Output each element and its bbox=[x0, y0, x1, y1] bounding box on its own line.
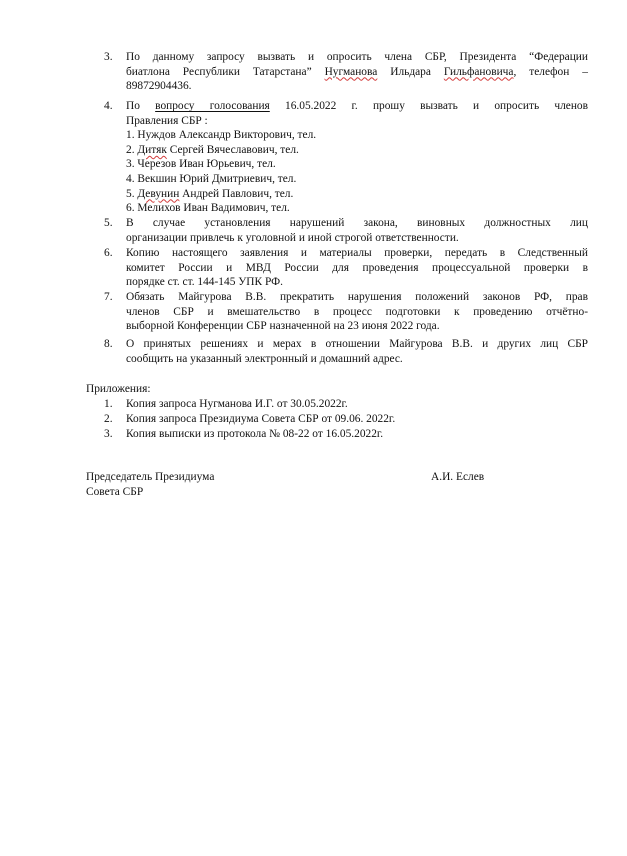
list-item-number: 3. bbox=[104, 51, 113, 63]
text-segment: членов СБР и вмешательство в процесс подготовки к проведению отчётно- bbox=[126, 305, 588, 318]
text-line bbox=[126, 305, 588, 320]
list-item-text bbox=[126, 50, 588, 94]
text-segment: Сергей Вячеславович, тел. bbox=[166, 143, 299, 156]
text-line bbox=[126, 352, 588, 367]
text-segment: 2. bbox=[126, 143, 138, 156]
list-item-number: 6. bbox=[104, 247, 113, 259]
text-line bbox=[126, 216, 588, 231]
text-segment: биатлона Республики Татарстана” bbox=[126, 65, 325, 78]
signature-role bbox=[86, 470, 214, 499]
spellcheck-word: Девунин bbox=[137, 187, 180, 200]
text-segment: По данному запросу вызвать и опросить члена СБР, Президента “Федерации bbox=[126, 51, 588, 63]
spellcheck-word: Гильфановича bbox=[443, 65, 514, 78]
text-segment: 89872904436. bbox=[126, 80, 192, 93]
list-item-text bbox=[126, 246, 588, 290]
text-segment: 3. Черезов Иван Юрьевич, тел. bbox=[126, 158, 276, 171]
text-segment: В случае установления нарушений закона, виновных должностных лиц bbox=[126, 217, 588, 229]
text-segment: сообщить на указанный электронный и домашний адрес. bbox=[126, 352, 403, 365]
attachment-text: Копия запроса Президиума Совета СБР от 09.06. 2022г. bbox=[126, 413, 396, 425]
text-line bbox=[126, 201, 588, 216]
list-item-number: 4. bbox=[104, 100, 113, 112]
signature-role-line-2: Совета СБР bbox=[86, 485, 144, 498]
list-item-number: 7. bbox=[104, 291, 113, 303]
spellcheck-word: Нугманова bbox=[324, 65, 378, 78]
underlined-text: вопросу голосования bbox=[155, 100, 270, 112]
text-line bbox=[126, 157, 588, 172]
text-segment: , телефон – bbox=[513, 65, 588, 78]
text-segment: О принятых решениях и мерах в отношении Майгурова В.В. и других лиц СБР bbox=[126, 338, 588, 350]
text-line bbox=[126, 114, 588, 129]
text-segment: 4. Векшин Юрий Дмитриевич, тел. bbox=[126, 172, 297, 185]
text-segment: 5. bbox=[126, 187, 138, 200]
text-line bbox=[126, 187, 588, 202]
signature-name: А.И. Еслев bbox=[431, 471, 485, 483]
text-line bbox=[126, 99, 588, 114]
attachment-text: Копия запроса Нугманова И.Г. от 30.05.2022г. bbox=[126, 398, 348, 410]
text-line bbox=[126, 231, 588, 246]
attachment-text: Копия выписки из протокола № 08-22 от 16.05.2022г. bbox=[126, 428, 384, 440]
text-line bbox=[126, 246, 588, 261]
text-segment: Ильдара bbox=[377, 65, 444, 78]
list-item-number: 5. bbox=[104, 217, 113, 229]
text-segment: организации привлечь к уголовной и иной строгой ответственности. bbox=[126, 231, 459, 244]
text-line bbox=[126, 79, 588, 94]
list-item-text bbox=[126, 337, 588, 366]
attachments-title: Приложения: bbox=[86, 383, 151, 395]
text-segment: Обязать Майгурова В.В. прекратить нарушения положений законов РФ, прав bbox=[126, 291, 588, 303]
text-line bbox=[126, 261, 588, 276]
text-line bbox=[126, 65, 588, 80]
spellcheck-word: Дитяк bbox=[137, 143, 167, 156]
text-segment: По bbox=[126, 100, 156, 112]
list-item-text bbox=[126, 290, 588, 334]
text-segment: порядке ст. ст. 144-145 УПК РФ. bbox=[126, 276, 283, 289]
text-line bbox=[126, 337, 588, 352]
text-line bbox=[126, 275, 588, 290]
text-segment: 6. Мелихов Иван Вадимович, тел. bbox=[126, 202, 290, 215]
text-line bbox=[126, 143, 588, 158]
text-line bbox=[126, 290, 588, 305]
attachment-number: 3. bbox=[104, 428, 113, 440]
text-line bbox=[126, 319, 588, 334]
attachment-number: 1. bbox=[104, 398, 113, 410]
text-segment: комитет России и МВД России для проведения процессуальной проверки в bbox=[126, 261, 588, 274]
text-segment: Андрей Павлович, тел. bbox=[179, 187, 294, 200]
text-line bbox=[126, 172, 588, 187]
list-item-number: 8. bbox=[104, 338, 113, 350]
text-segment: 1. Нуждов Александр Викторович, тел. bbox=[126, 129, 317, 142]
text-segment: Копию настоящего заявления и материалы проверки, передать в Следственный bbox=[126, 247, 588, 259]
list-item-text bbox=[126, 99, 588, 216]
text-segment: 16.05.2022 г. прошу вызвать и опросить членов bbox=[269, 100, 588, 112]
text-segment: Правления СБР : bbox=[126, 114, 208, 127]
text-line bbox=[126, 50, 588, 65]
list-item-text bbox=[126, 216, 588, 245]
text-line bbox=[126, 128, 588, 143]
attachment-number: 2. bbox=[104, 413, 113, 425]
signature-role-line-1: Председатель Президиума bbox=[86, 471, 215, 483]
text-segment: выборной Конференции СБР назначенной на 23 июня 2022 года. bbox=[126, 320, 440, 333]
